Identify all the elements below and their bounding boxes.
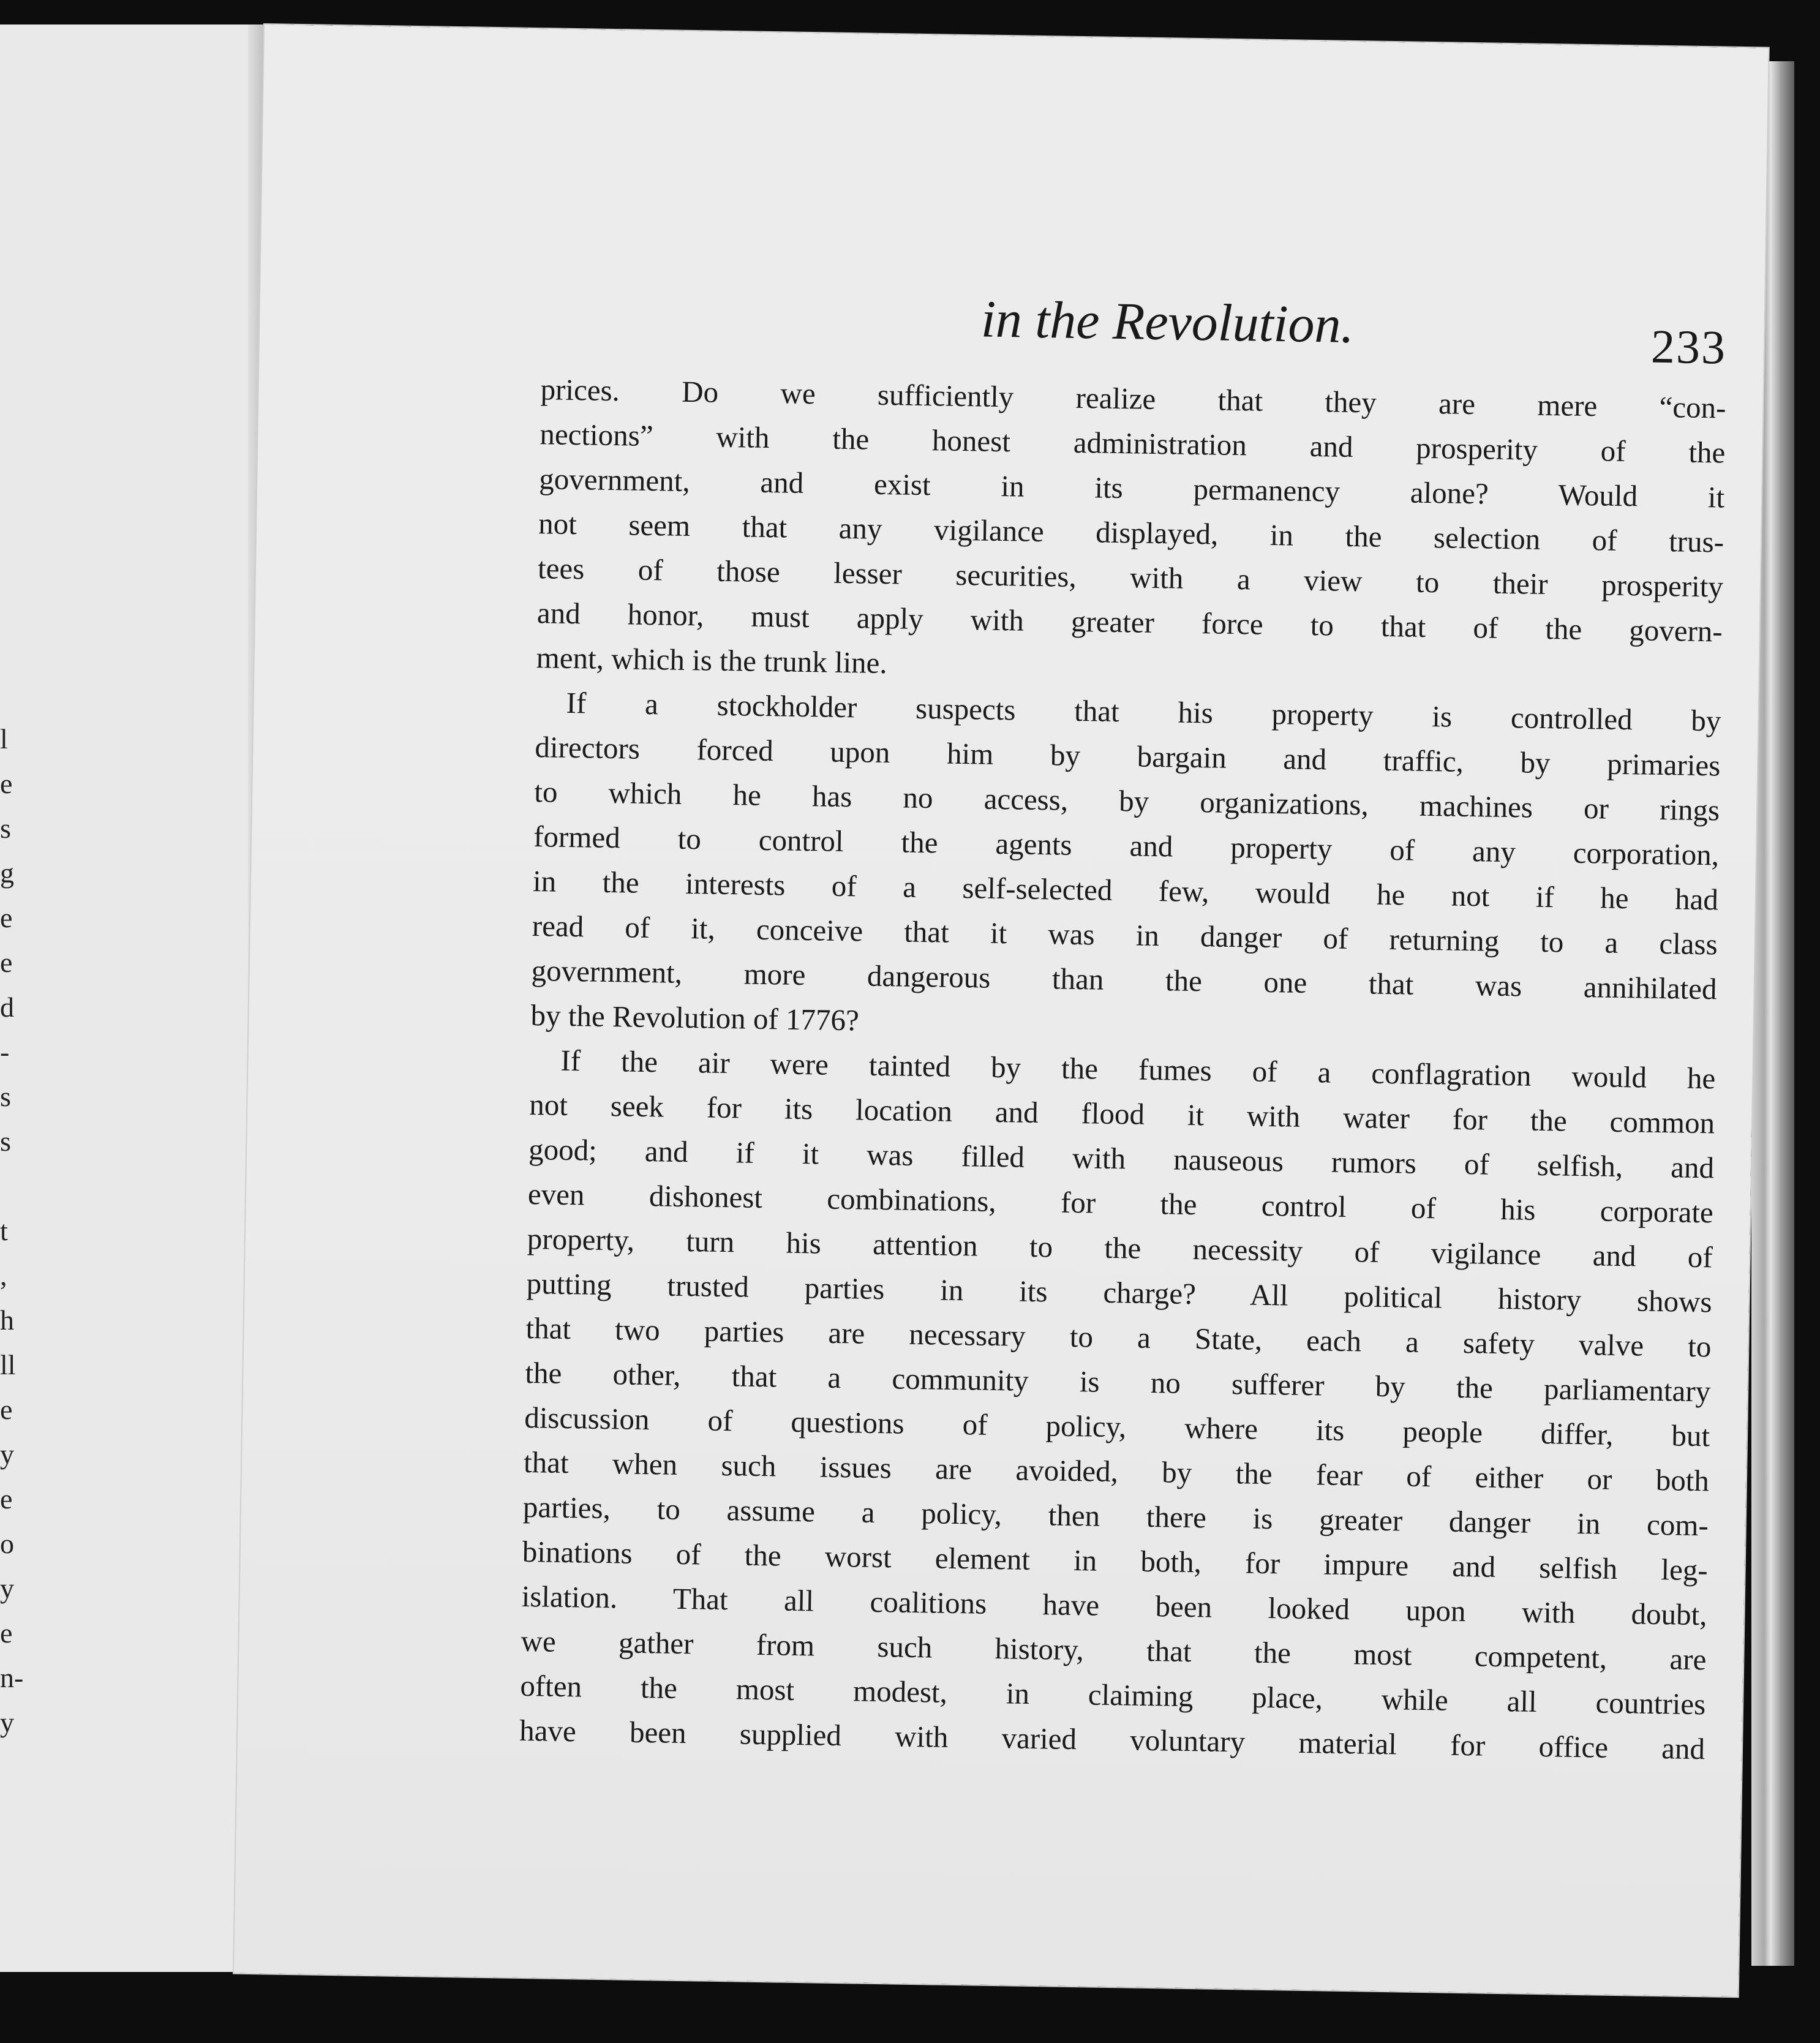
text-line: not seem that any vigilance displayed, in the selection of trus- bbox=[538, 506, 1724, 559]
left-page-fragment: e bbox=[0, 947, 13, 978]
text-line: government, more dangerous than the one that was annihilated bbox=[531, 954, 1717, 1006]
text-line: tees of those lesser securities, with a view to their prosperity bbox=[537, 551, 1724, 604]
left-page-fragment: l bbox=[0, 723, 8, 754]
left-page-fragment: y bbox=[0, 1573, 14, 1604]
body-text bbox=[519, 367, 1726, 1771]
text-line: parties, to assume a policy, then there is greater danger in com- bbox=[522, 1489, 1709, 1543]
left-page-fragment: n- bbox=[0, 1662, 24, 1693]
paragraph bbox=[530, 680, 1721, 1056]
text-line: prices. Do we sufficiently realize that they are mere “con- bbox=[540, 372, 1726, 425]
text-line: often the most modest, in claiming place, while all countries bbox=[520, 1668, 1706, 1721]
page-number: 233 bbox=[1650, 319, 1727, 374]
left-page-fragment: g bbox=[0, 857, 14, 889]
text-line: putting trusted parties in its charge? All political history shows bbox=[526, 1266, 1712, 1319]
paragraph bbox=[536, 367, 1726, 698]
left-page-fragment: ll bbox=[0, 1349, 16, 1380]
left-page-fragment: y bbox=[0, 1439, 14, 1470]
left-page-fragment: e bbox=[0, 902, 13, 933]
text-line: ment, which is the trunk line. bbox=[536, 641, 888, 680]
left-page-fragment: d bbox=[0, 991, 14, 1023]
text-line: the other, that a community is no sufferer by the parliamentary bbox=[525, 1355, 1711, 1409]
left-page-fragment: t bbox=[0, 1215, 8, 1246]
left-page-fragment: e bbox=[0, 1483, 13, 1514]
text-line: discussion of questions of policy, where its people differ, but bbox=[524, 1400, 1710, 1453]
text-line: property, turn his attention to the necessity of vigilance and of bbox=[527, 1221, 1713, 1274]
left-page-fragment: e bbox=[0, 768, 13, 799]
text-line: government, and exist in its permanency alone? Would it bbox=[538, 462, 1725, 514]
text-line: If a stockholder suspects that his property is controlled by bbox=[566, 685, 1721, 738]
left-page-fragment: , bbox=[0, 1260, 7, 1291]
text-line: that when such issues are avoided, by the fear of either or both bbox=[523, 1445, 1710, 1498]
text-line: that two parties are necessary to a State, each a safety valve to bbox=[525, 1311, 1712, 1364]
main-page bbox=[234, 24, 1769, 1996]
left-page-fragment bbox=[0, 1164, 24, 1208]
text-line: to which he has no access, by organizations, machines or rings bbox=[533, 775, 1720, 827]
left-page-fragment: s bbox=[0, 813, 11, 844]
left-page-fragment: - bbox=[0, 1036, 10, 1067]
left-page-fragment: s bbox=[0, 1126, 11, 1157]
text-line: have been supplied with varied voluntary material for office and bbox=[519, 1713, 1705, 1766]
left-page-fragment: y bbox=[0, 1707, 14, 1738]
text-line: in the interests of a self-selected few, would he not if he had bbox=[532, 864, 1719, 917]
text-line: directors forced upon him by bargain and traffic, by primaries bbox=[535, 730, 1721, 783]
text-line: nections” with the honest administration and prosperity of the bbox=[540, 417, 1726, 470]
text-line: formed to control the agents and property of any corporation, bbox=[533, 819, 1720, 872]
paragraph bbox=[519, 1037, 1716, 1771]
text-line: and honor, must apply with greater force to that of the govern- bbox=[536, 596, 1723, 649]
text-line: If the air were tainted by the fumes of a conflagration would he bbox=[560, 1043, 1716, 1096]
left-page-fragment: e bbox=[0, 1617, 13, 1649]
text-line: read of it, conceive that it was in danger of returning to a class bbox=[532, 909, 1718, 961]
text-line: binations of the worst element in both, for impure and selfish leg- bbox=[522, 1534, 1709, 1587]
text-line: islation. That all coalitions have been looked upon with doubt, bbox=[521, 1579, 1707, 1632]
left-page-fragment: o bbox=[0, 1528, 14, 1559]
text-line: not seek for its location and flood it with water for the common bbox=[528, 1088, 1715, 1140]
text-line: by the Revolution of 1776? bbox=[530, 998, 860, 1037]
text-line: good; and if it was filled with nauseous rumors of selfish, and bbox=[528, 1132, 1715, 1185]
left-page-fragment: h bbox=[0, 1304, 14, 1336]
left-page-fragment: e bbox=[0, 1394, 13, 1425]
text-line: we gather from such history, that the most competent, are bbox=[521, 1623, 1707, 1677]
left-page-text-fragments bbox=[0, 717, 24, 1745]
left-page-fragment: s bbox=[0, 1081, 11, 1112]
running-head: in the Revolution. bbox=[980, 289, 1355, 354]
text-line: even dishonest combinations, for the control of his corporate bbox=[527, 1176, 1714, 1230]
